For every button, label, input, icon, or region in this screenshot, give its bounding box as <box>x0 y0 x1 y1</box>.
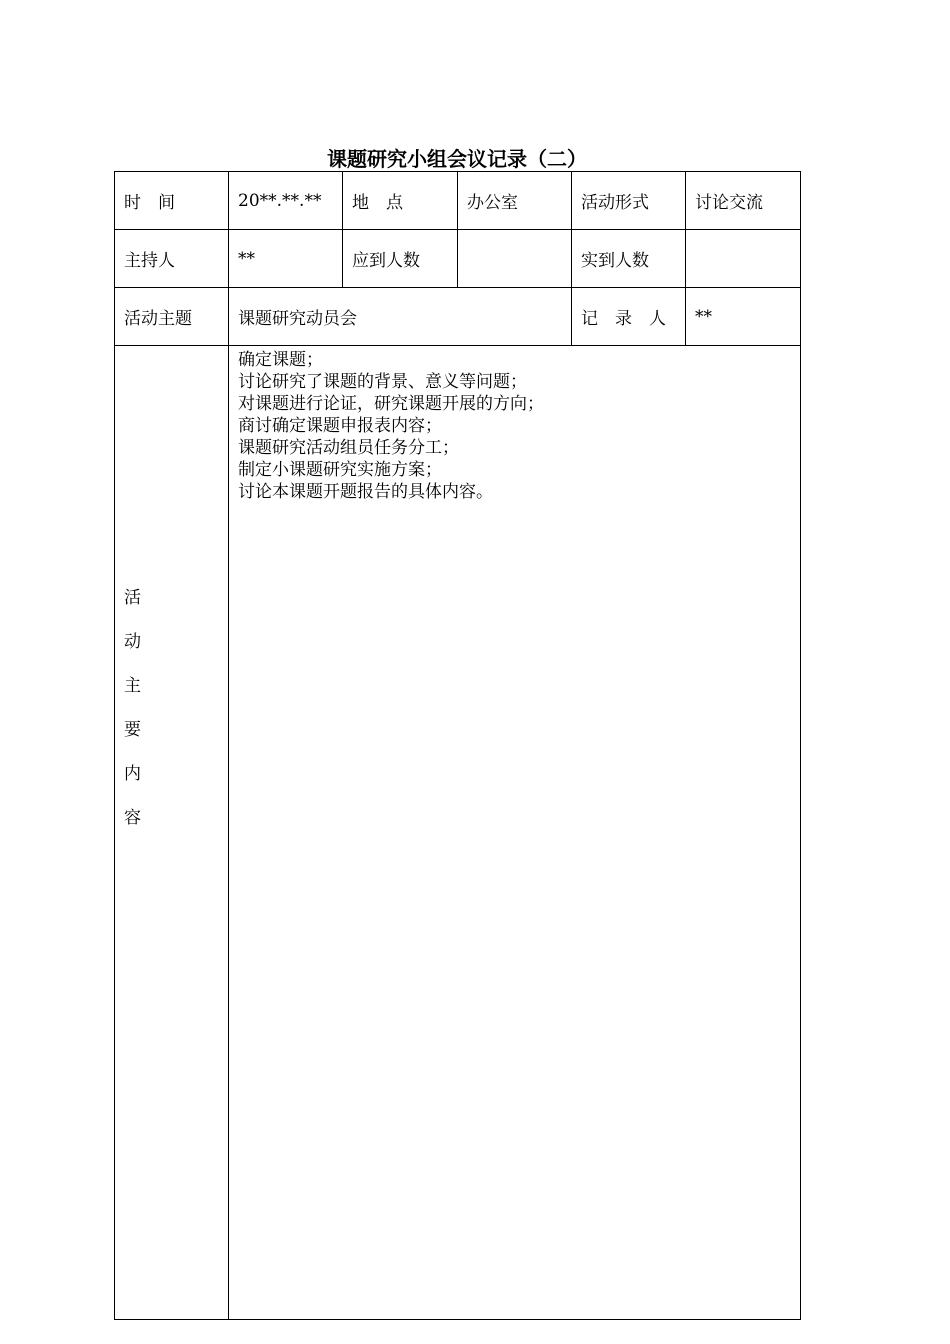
main-content-label-char: 主 <box>124 676 141 696</box>
place-label: 地 点 <box>343 172 458 230</box>
table-row <box>115 230 801 288</box>
activity-form-label: 活动形式 <box>572 172 686 230</box>
expected-attendees-label: 应到人数 <box>343 230 458 288</box>
table-row <box>115 288 801 346</box>
main-content-label-char: 动 <box>124 632 141 652</box>
expected-attendees-value <box>458 230 572 288</box>
content-line: 讨论研究了课题的背景、意义等问题； <box>238 372 527 392</box>
place-value: 办公室 <box>458 172 572 230</box>
page-title: 课题研究小组会议记录（二） <box>327 147 587 171</box>
content-line: 确定课题； <box>238 350 323 370</box>
content-line: 制定小课题研究实施方案； <box>238 460 442 480</box>
table-row <box>115 172 801 230</box>
activity-theme-value: 课题研究动员会 <box>229 288 572 346</box>
content-line: 商讨确定课题申报表内容； <box>238 416 442 436</box>
recorder-label: 记 录 人 <box>572 288 686 346</box>
content-line: 对课题进行论证，研究课题开展的方向； <box>238 394 544 414</box>
main-content-label-char: 内 <box>124 764 141 784</box>
host-value: ** <box>229 230 343 288</box>
table-row <box>115 346 801 1320</box>
host-label: 主持人 <box>115 230 229 288</box>
main-content-label-char: 活 <box>124 588 141 608</box>
main-content-body <box>229 346 801 1320</box>
recorder-value: ** <box>686 288 801 346</box>
main-content-label-char: 要 <box>124 720 141 740</box>
main-content-label <box>115 346 229 1320</box>
main-content-label-char: 容 <box>124 808 141 828</box>
time-label: 时 间 <box>115 172 229 230</box>
content-line: 课题研究活动组员任务分工； <box>238 438 459 458</box>
time-value: 20**.**.** <box>229 172 343 230</box>
meeting-record-table <box>114 171 801 1320</box>
content-line: 讨论本课题开题报告的具体内容。 <box>238 482 493 502</box>
actual-attendees-value <box>686 230 801 288</box>
activity-form-value: 讨论交流 <box>686 172 801 230</box>
actual-attendees-label: 实到人数 <box>572 230 686 288</box>
activity-theme-label: 活动主题 <box>115 288 229 346</box>
